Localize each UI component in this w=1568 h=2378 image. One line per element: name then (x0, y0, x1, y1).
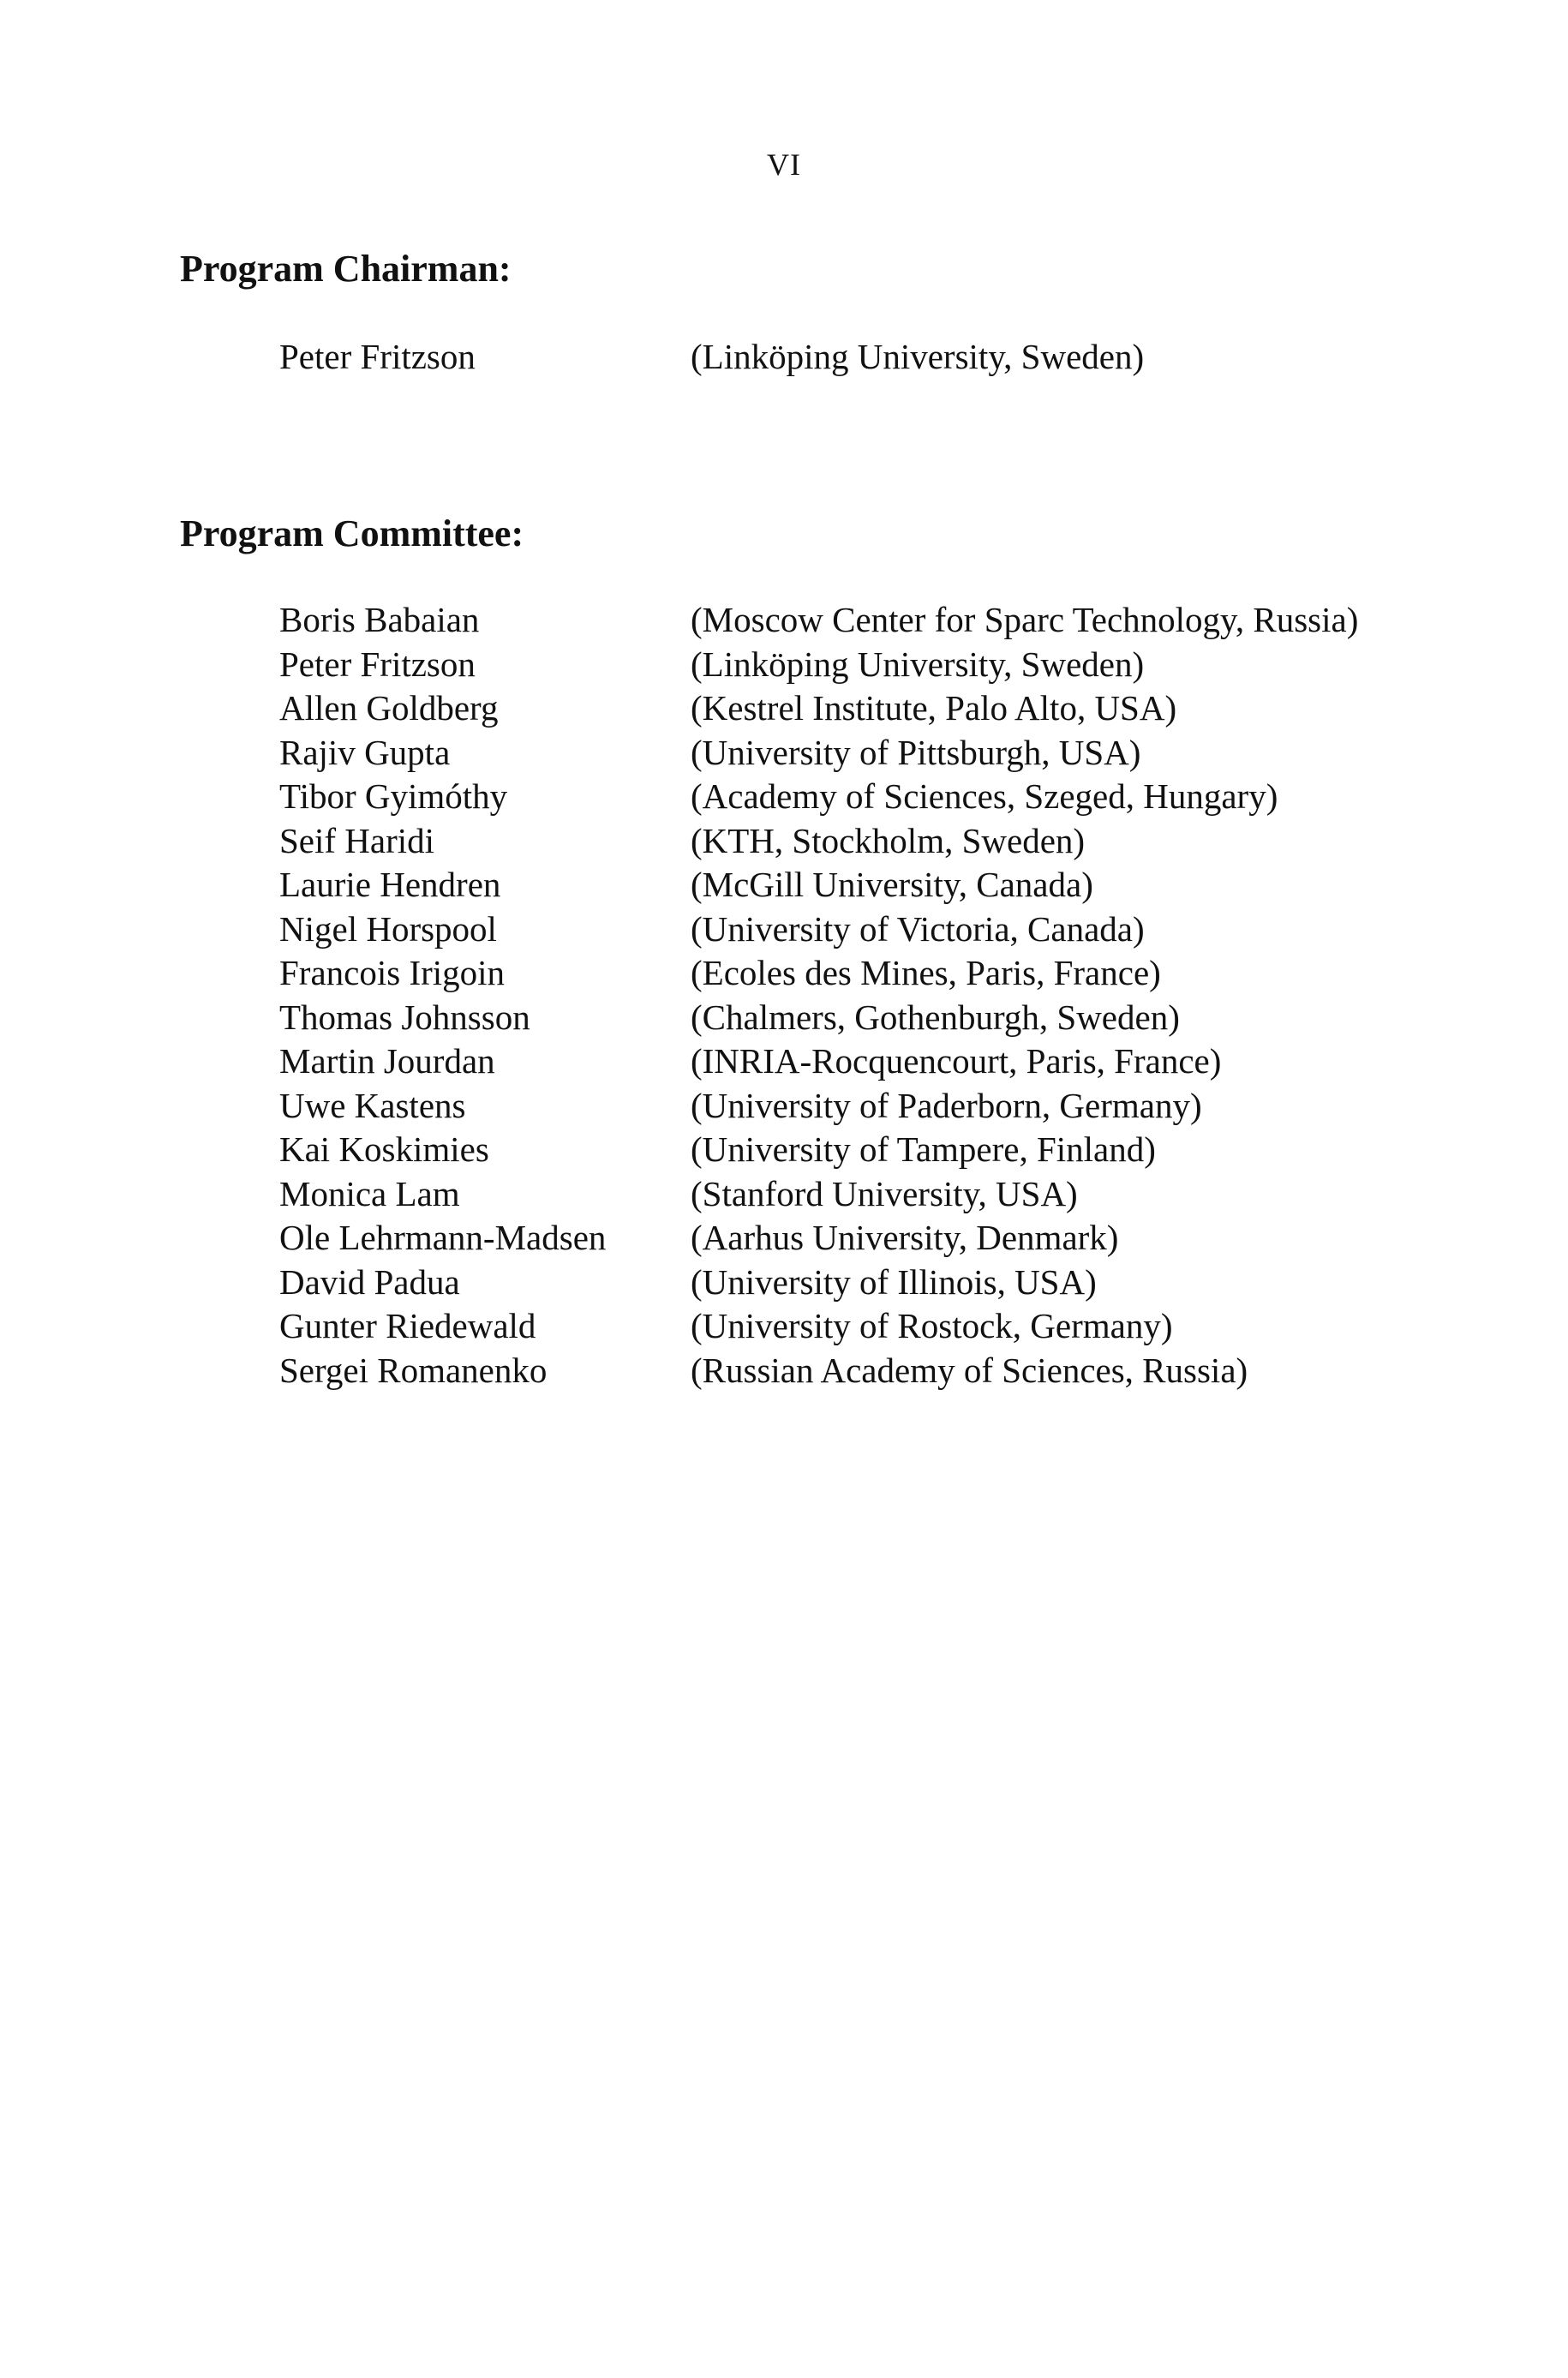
member-name: Nigel Horspool (279, 909, 497, 949)
member-affiliation: (Chalmers, Gothenburgh, Sweden) (691, 997, 1180, 1037)
member-affiliation: (Moscow Center for Sparc Technology, Russia) (691, 600, 1359, 639)
member-affiliation: (Stanford University, USA) (691, 1174, 1078, 1213)
committee-member-row (0, 1083, 1568, 1128)
member-affiliation: (INRIA-Rocquencourt, Paris, France) (691, 1041, 1222, 1081)
member-name: Rajiv Gupta (279, 733, 451, 772)
member-name: Kai Koskimies (279, 1129, 489, 1169)
member-affiliation: (University of Rostock, Germany) (691, 1306, 1173, 1345)
member-affiliation: (Aarhus University, Denmark) (691, 1218, 1119, 1257)
member-name: Monica Lam (279, 1174, 460, 1213)
committee-member-row (0, 774, 1568, 818)
member-affiliation: (University of Paderborn, Germany) (691, 1086, 1202, 1125)
committee-member-row (0, 995, 1568, 1039)
member-name: Thomas Johnsson (279, 997, 530, 1037)
member-affiliation: (University of Tampere, Finland) (691, 1129, 1156, 1169)
committee-member-row (0, 597, 1568, 642)
committee-member-row (0, 950, 1568, 995)
member-name: Peter Fritzson (279, 337, 476, 376)
member-name: Boris Babaian (279, 600, 480, 639)
member-name: Gunter Riedewald (279, 1306, 536, 1345)
committee-member-row (0, 907, 1568, 951)
member-affiliation: (University of Pittsburgh, USA) (691, 733, 1141, 772)
member-name: David Padua (279, 1262, 460, 1302)
page-number: VI (767, 147, 801, 182)
member-name: Martin Jourdan (279, 1041, 495, 1081)
committee-member-row (0, 1303, 1568, 1348)
member-affiliation: (Russian Academy of Sciences, Russia) (691, 1351, 1248, 1390)
committee-member-row (0, 1260, 1568, 1304)
committee-member-row (0, 818, 1568, 863)
committee-member-row (0, 1215, 1568, 1260)
committee-member-row (0, 1171, 1568, 1216)
member-name: Tibor Gyimóthy (279, 776, 508, 816)
committee-member-row (0, 686, 1568, 730)
committee-member-row (0, 730, 1568, 775)
member-name: Francois Irigoin (279, 953, 506, 992)
member-affiliation: (Linköping University, Sweden) (691, 644, 1145, 684)
member-affiliation: (University of Illinois, USA) (691, 1262, 1097, 1302)
program-chairman-heading: Program Chairman: (180, 248, 512, 290)
member-name: Sergei Romanenko (279, 1351, 548, 1390)
member-affiliation: (Academy of Sciences, Szeged, Hungary) (691, 776, 1278, 816)
member-name: Seif Haridi (279, 821, 435, 860)
member-name: Allen Goldberg (279, 688, 499, 728)
member-affiliation: (Linköping University, Sweden) (691, 337, 1145, 376)
member-affiliation: (KTH, Stockholm, Sweden) (691, 821, 1086, 860)
member-name: Laurie Hendren (279, 865, 501, 904)
committee-member-row (0, 1127, 1568, 1171)
member-affiliation: (University of Victoria, Canada) (691, 909, 1145, 949)
member-affiliation: (Ecoles des Mines, Paris, France) (691, 953, 1161, 992)
member-affiliation: (McGill University, Canada) (691, 865, 1093, 904)
committee-member-row (0, 1039, 1568, 1083)
member-name: Uwe Kastens (279, 1086, 466, 1125)
chairman-row (0, 334, 1568, 379)
program-committee-heading: Program Committee: (180, 512, 524, 554)
member-name: Ole Lehrmann-Madsen (279, 1218, 607, 1257)
member-name: Peter Fritzson (279, 644, 476, 684)
committee-member-row (0, 862, 1568, 907)
committee-member-row (0, 642, 1568, 686)
member-affiliation: (Kestrel Institute, Palo Alto, USA) (691, 688, 1177, 728)
committee-member-row (0, 1348, 1568, 1393)
